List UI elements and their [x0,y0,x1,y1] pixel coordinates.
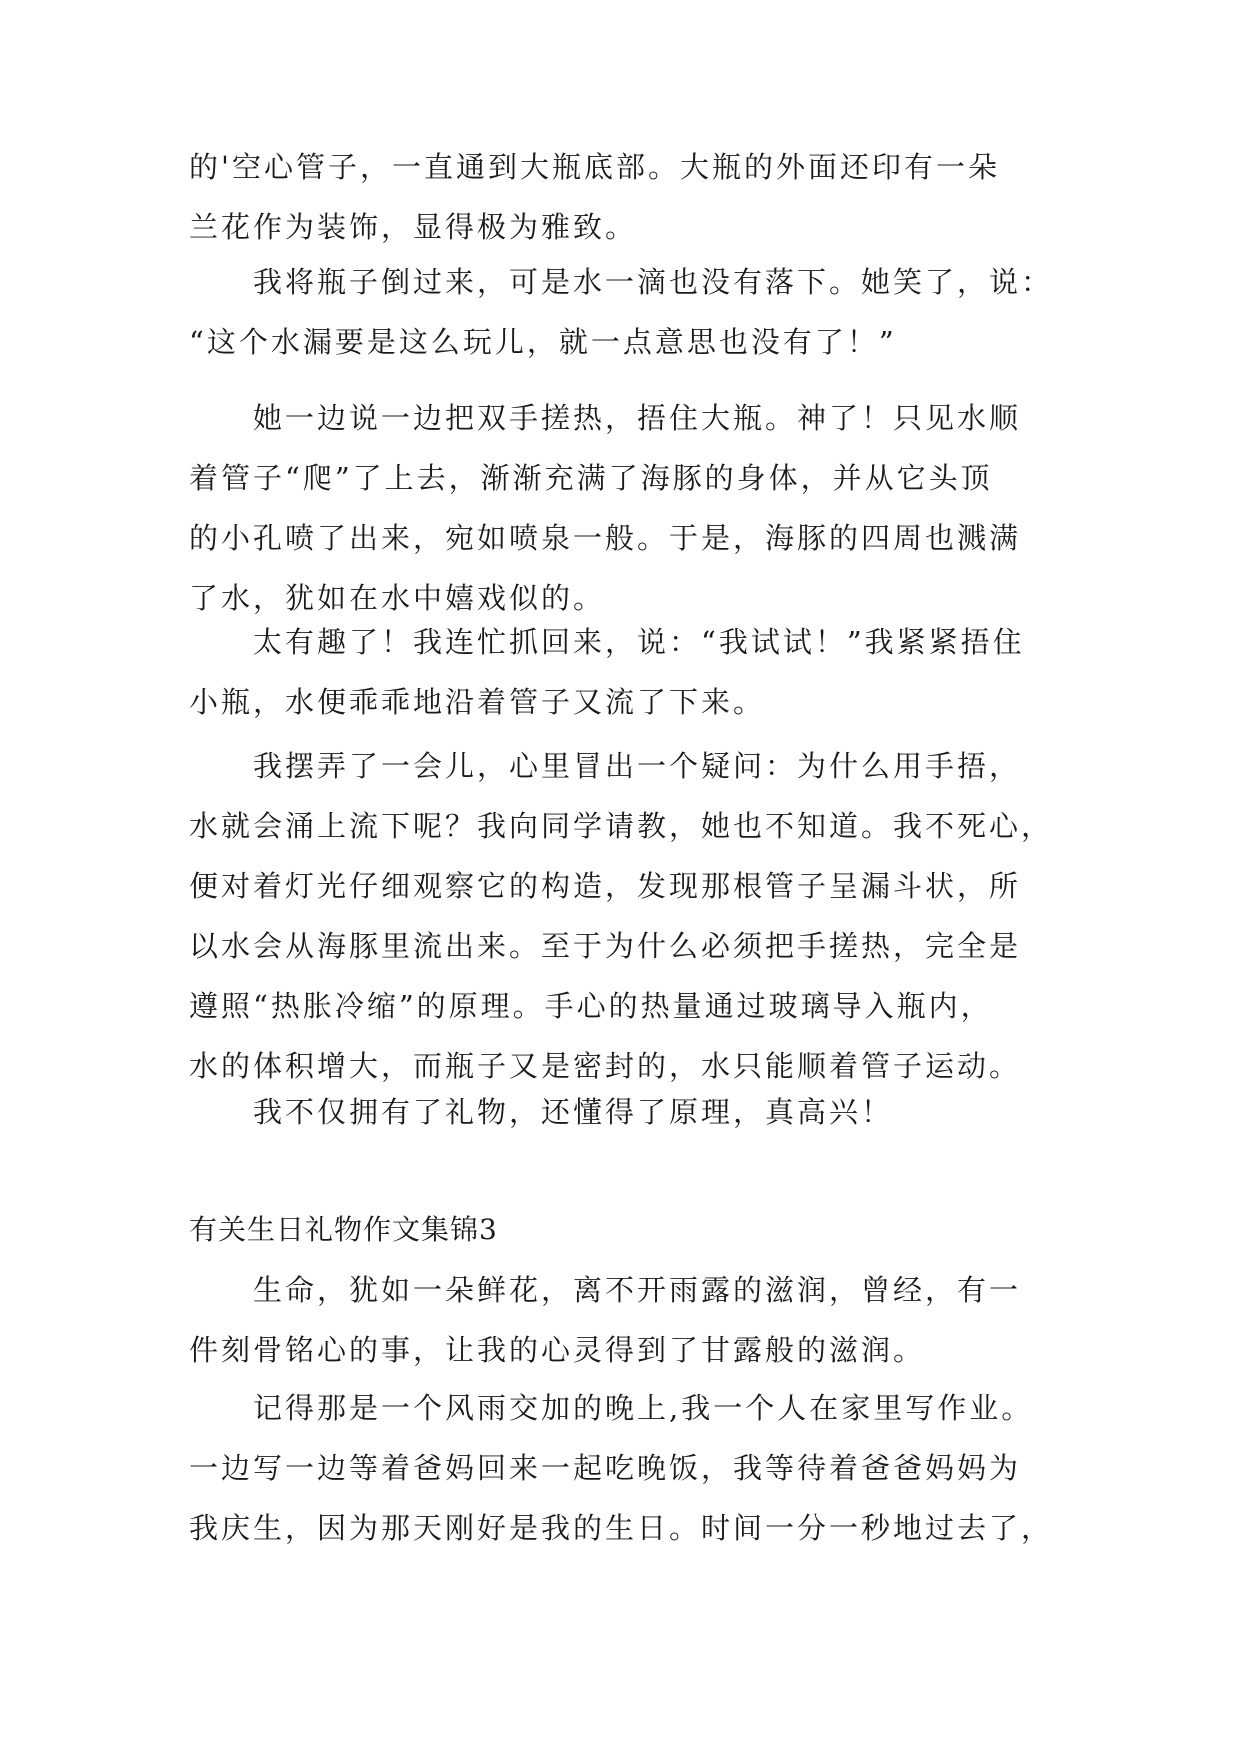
text-line: 我将瓶子倒过来，可是水一滴也没有落下。她笑了，说： [189,265,1054,299]
paragraph [189,736,1069,1096]
paragraph [189,1260,1069,1380]
text-line: 水的体积增大，而瓶子又是密封的，水只能顺着管子运动。 [189,1049,1022,1083]
paragraph [189,252,1069,372]
text-line: 的小孔喷了出来，宛如喷泉一般。于是，海豚的四周也溅满 [189,521,1022,555]
text-line: 记得那是一个风雨交加的晚上,我一个人在家里写作业。 [189,1391,1034,1425]
text-line: 她一边说一边把双手搓热，捂住大瓶。神了！只见水顺 [189,401,1022,435]
text-line: 太有趣了！我连忙抓回来，说：“我试试！”我紧紧捂住 [189,625,1025,659]
paragraph [189,388,1069,628]
text-line: 我摆弄了一会儿，心里冒出一个疑问：为什么用手捂， [189,749,1022,783]
text-line: 的'空心管子，一直通到大瓶底部。大瓶的外面还印有一朵 [189,150,1000,184]
text-line: 便对着灯光仔细观察它的构造，发现那根管子呈漏斗状，所 [189,869,1022,903]
text-line: “这个水漏要是这么玩儿，就一点意思也没有了！” [189,325,897,359]
text-line: 了水，犹如在水中嬉戏似的。 [189,581,606,615]
text-line: 兰花作为装饰，显得极为雅致。 [189,210,638,244]
text-line: 我庆生，因为那天刚好是我的生日。时间一分一秒地过去了， [189,1511,1054,1545]
text-line: 着管子“爬”了上去，渐渐充满了海豚的身体，并从它头顶 [189,461,993,495]
paragraph [189,612,1069,732]
paragraph [189,1378,1069,1558]
text-line: 生命，犹如一朵鲜花，离不开雨露的滋润，曾经，有一 [189,1273,1022,1307]
paragraph [189,1082,1069,1142]
text-line: 以水会从海豚里流出来。至于为什么必须把手搓热，完全是 [189,929,1022,963]
text-line: 一边写一边等着爸妈回来一起吃晚饭，我等待着爸爸妈妈为 [189,1451,1022,1485]
text-line: 件刻骨铭心的事，让我的心灵得到了甘露般的滋润。 [189,1333,926,1367]
section-title: 有关生日礼物作文集锦3 [189,1213,498,1246]
text-line: 遵照“热胀冷缩”的原理。手心的热量通过玻璃导入瓶内， [189,989,993,1023]
text-line: 我不仅拥有了礼物，还懂得了原理，真高兴！ [189,1095,894,1129]
text-line: 水就会涌上流下呢？我向同学请教，她也不知道。我不死心， [189,809,1054,843]
text-line: 小瓶，水便乖乖地沿着管子又流了下来。 [189,685,766,719]
paragraph [189,137,1069,257]
